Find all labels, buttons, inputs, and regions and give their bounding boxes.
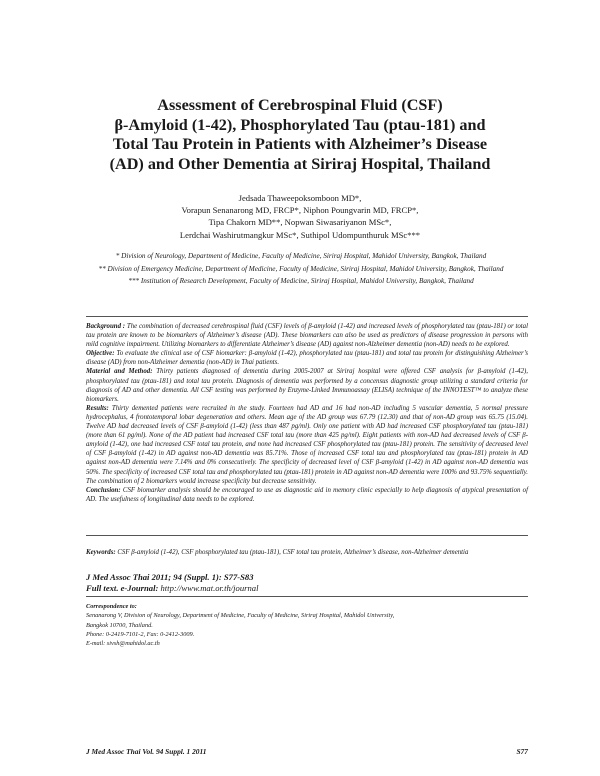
conclusion-label: Conclusion: [86,486,121,494]
abstract-methods [86,367,528,403]
journal-citation [86,572,528,594]
abstract-background [86,322,528,349]
page-number: S77 [516,747,528,756]
article-title [80,96,520,174]
correspondence-line: Senanarong V, Division of Neurology, Department of Medicine, Faculty of Medicine, Siriraj Hospital, Mahidol University, [86,612,395,620]
author-line: Jedsada Thaweepoksomboon MD*, [238,193,362,203]
correspondence-label: Correspondence to: [86,603,137,610]
affiliation-research: *** Institution of Research Development, Faculty of Medicine, Siriraj Hospital, Mahidol University, Bangkok, Thailand [128,277,474,286]
author-line: Vorapun Senanarong MD, FRCP*, Niphon Poungvarin MD, FRCP*, [181,205,419,216]
abstract [86,322,528,504]
correspondence-email[interactable]: E-mail: sivsh@mahidol.ac.th [86,640,160,648]
title-line: Assessment of Cerebrospinal Fluid (CSF) [157,96,443,114]
title-line: (AD) and Other Dementia at Siriraj Hospital, Thailand [109,154,491,173]
citation-journal: J Med Assoc Thai 2011; 94 (Suppl. 1): S77-S83 [86,572,254,582]
results-label: Results: [86,404,109,412]
objective-label: Objective: [86,350,115,358]
correspondence-phone: Phone: 0-2419-7101-2, Fax: 0-2412-3009. [86,630,195,638]
abstract-results [86,404,528,486]
background-label: Background : [86,323,126,330]
correspondence-line: Bangkok 10700, Thailand. [86,621,153,629]
title-line: β-Amyloid (1-42), Phosphorylated Tau (ptau-181) and [114,115,486,134]
affiliation-emergency: ** Division of Emergency Medicine, Department of Medicine, Faculty of Medicine, Siriraj Hospital, Mahidol University, Bangkok, Thailand [98,264,504,273]
methods-label: Material and Method: [86,368,153,376]
divider [86,535,528,536]
abstract-conclusion [86,486,528,504]
divider [86,316,528,317]
author-line: Lerdchai Washirutmangkur MSc*, Suthipol Udompunthuruk MSc*** [179,229,421,240]
title-line: Total Tau Protein in Patients with Alzheimer’s Disease [112,135,488,153]
journal-url-link[interactable]: http://www.mat.or.th/journal [158,583,259,593]
keywords-text: CSF β-amyloid (1-42), CSF phosphorylated tau (ptau-181), CSF total tau protein, Alzheimer’s disease, non-Alzheimer dementia [115,549,469,556]
citation-fulltext [86,583,528,594]
methods-text: Thirty patients diagnosed of dementia during 2005-2007 at Siriraj hospital were offered CSF analysis for β-amyloid (1-42), phosphorylated tau (ptau-181) and total tau protein. Diagnosis of dementia was performed by a concensus diagnostic group utilizing a standard criteria for diagnosis of AD and other dementia. All CSF testing was performed by Enzyme-Linked Immunoassay (ELISA) technique of the INNOTEST™ to analyze these biomarkers. [86,368,528,403]
divider [86,596,528,597]
abstract-objective [86,349,528,367]
author-list [100,192,500,241]
author-line: Tipa Chakorn MD**, Nopwan Siwasariyanon MSc*, [208,217,392,228]
keywords-label: Keywords: [86,549,116,556]
footer-journal-info: J Med Assoc Thai Vol. 94 Suppl. 1 2011 [86,747,207,756]
conclusion-text: CSF biomarker analysis should be encouraged to use as diagnostic aid in memory clinic especially to help diagnosis of atypical presentation of AD. The usefulness of longitudinal data needs to be explored. [86,486,528,503]
fulltext-label: Full text. e-Journal: [86,583,159,593]
results-text: Thirty demented patients were recruited in the study. Fourteen had AD and 16 had non-AD including 5 vascular dementia, 5 normal pressure hydrocephalus, 4 frontotemporal lobar degeneration and others. Mean age of the AD group was 67.79 (12.30) and that of non-AD group was 65.75 (15.04). Twelve AD had decreased levels of CSF β-amyloid (1-42) (less than 487 pg/ml). Only one patient with AD had increased CSF phosphorylated tau (ptau-181) (more than 61 pg/ml). None of the AD patient had increased CSF total tau (more than 425 pg/ml). Eight patients with non-AD had decreased levels of CSF β-amyloid (1-42), one had increased CSF total tau protein, and none had increased CSF phosphorylated tau (ptau-181) protein. The sensitivity of decreased level of CSF β-amyloid (1-42) in AD against non-AD dementia was 85.71%. Those of increased CSF total tau and phosphorylated tau (ptau-181) protein in AD against non-AD dementia were 7.14% and 0% consecutively. The specificity of decreased level of CSF β-amyloid (1-42) in AD against non-AD dementia was 50%. The specificity of increased CSF total tau and phosphorylated tau (ptau-181) protein in AD against non-AD dementia were 100% and 93.75% sequentially. The combination of 2 biomarkers would increase specificity but decrease sensitivity. [86,404,528,485]
objective-text: To evaluate the clinical use of CSF biomarker: β-amyloid (1-42), phosphorylated tau (ptau-181) and total tau protein for distinguishing Alzheimer’s disease (AD) from non-Alzheimer dementia (non-AD) in Thai patients. [86,350,528,367]
affiliations [78,251,524,289]
affiliation-neurology: * Division of Neurology, Department of Medicine, Faculty of Medicine, Siriraj Hospital, Mahidol University, Bangkok, Thailand [115,252,487,260]
background-text: The combination of decreased cerebrospinal fluid (CSF) levels of β-amyloid (1-42) and increased levels of phosphorylated tau (ptau-181) or total tau protein are known to be biomarkers of Alzheimer’s disease (AD). These biomarkers can also be used as predictors of disease progression in persons with mild cognitive impairment. Utilizing biomarkers to differentiate Alzheimer’s disease (AD) against non-Alzheimer dementia (non-AD) needs to be explored. [86,323,529,349]
keywords [86,548,528,557]
correspondence [86,602,528,648]
